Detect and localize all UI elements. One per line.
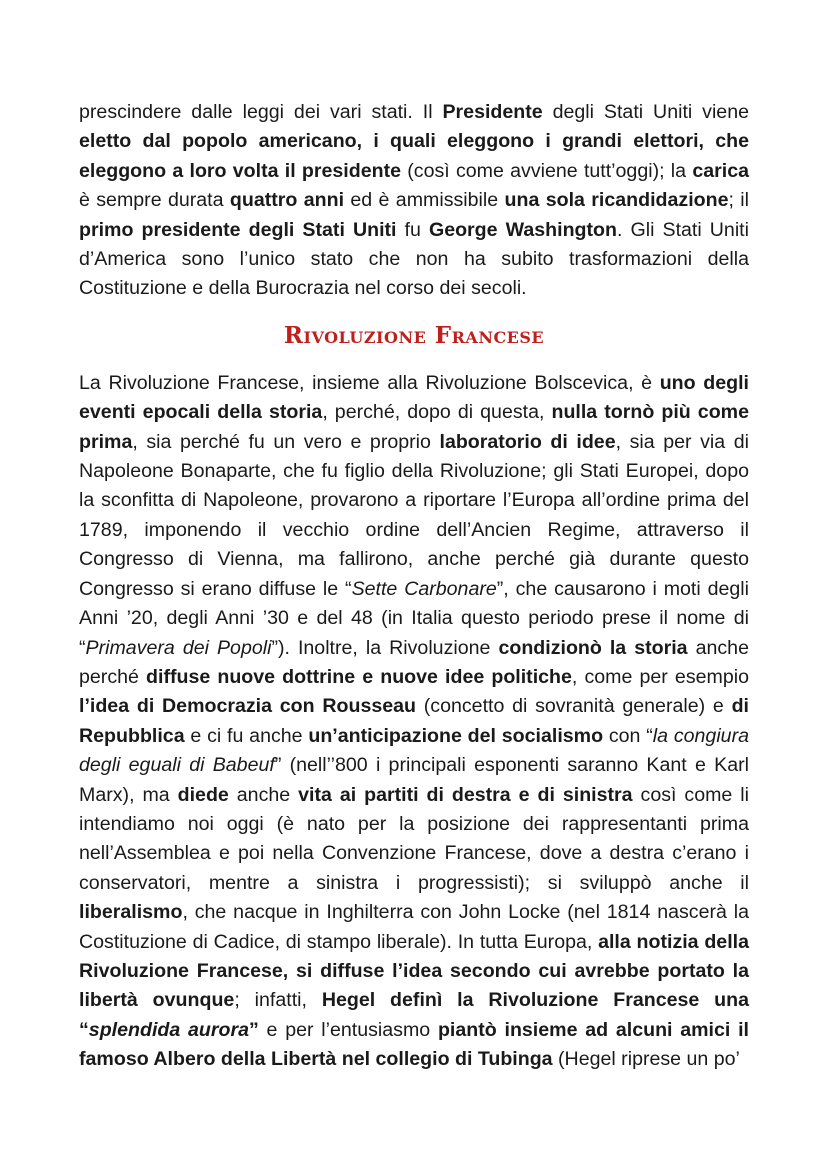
text-run: , perché, dopo di questa,	[322, 401, 552, 424]
text-run: La Rivoluzione Francese, insieme alla Rivoluzione Bolscevica, è	[79, 371, 660, 394]
text-run: anche	[228, 783, 299, 806]
bold-run: condizionò la storia	[498, 636, 688, 659]
bold-run: l’idea di Democrazia con Rousseau	[79, 695, 416, 718]
text-run: ; infatti,	[234, 989, 322, 1012]
text-run: anche perché	[79, 636, 749, 688]
bold-run: splendida aurora	[88, 1018, 249, 1041]
bold-run: di Repubblica	[79, 695, 749, 747]
text-run: , che nacque in Inghilterra con John Locke (nel 1814 nascerà la Costituzione di Cadice, di stampo liberale). In tutta Europa,	[79, 901, 749, 953]
italic-run: Primavera dei Popoli	[85, 636, 272, 659]
text-run: e ci fu anche	[184, 724, 309, 747]
bold-run: ”	[249, 1018, 259, 1041]
bold-run: diede	[177, 783, 229, 806]
text-run: , sia perché fu un vero e proprio	[132, 430, 440, 453]
italic-run: Sette Carbonare	[351, 577, 497, 600]
bold-run: Hegel definì la Rivoluzione Francese una “	[79, 989, 749, 1041]
bold-run: una sola ricandidazione	[504, 189, 729, 212]
italic-run: la congiura degli eguali di Babeuf	[79, 724, 749, 777]
paragraph-french-revolution	[79, 369, 749, 1075]
bold-run: liberalismo	[79, 901, 183, 924]
text-run: fu	[396, 218, 429, 241]
bold-run: primo presidente degli Stati Uniti	[79, 218, 397, 241]
text-run: (Hegel riprese un po’	[552, 1048, 740, 1071]
text-run: ”). Inoltre, la Rivoluzione	[271, 636, 499, 659]
bold-run: eletto dal popolo americano, i quali eleggono i grandi elettori, che eleggono a loro volta il presidente	[79, 130, 749, 182]
text-run: , come per esempio	[571, 665, 749, 688]
text-run: prescindere dalle leggi dei vari stati. Il	[79, 101, 443, 123]
bold-run: alla notizia della Rivoluzione Francese, si diffuse l’idea secondo cui avrebbe portato la libertà ovunque	[79, 930, 749, 1012]
text-run: (concetto di sovranità generale) e	[416, 695, 732, 718]
bold-run: George Washington	[428, 218, 617, 241]
text-run: ed è ammissibile	[344, 189, 505, 212]
text-run: . Gli Stati Uniti d’America sono l’unico stato che non ha subito trasformazioni della Costituzione e della Burocrazia nel corso dei secoli.	[79, 218, 749, 300]
bold-run: carica	[692, 159, 749, 182]
bold-run: nulla tornò più come prima	[79, 401, 749, 453]
bold-run: quattro anni	[229, 189, 345, 212]
text-run: (così come avviene tutt’oggi); la	[401, 159, 693, 182]
text-run: degli Stati Uniti viene	[542, 101, 749, 123]
bold-run: vita ai partiti di destra e di sinistra	[298, 783, 633, 806]
section-heading: Rivoluzione Francese	[283, 321, 545, 349]
text-run: ”, che causarono i moti degli Anni ’20, degli Anni ’30 e del 48 (in Italia questo periodo prese il nome di “	[79, 577, 750, 659]
bold-run: Presidente	[442, 101, 543, 123]
text-run: è sempre durata	[79, 189, 230, 212]
text-run: e per l’entusiasmo	[258, 1018, 438, 1041]
text-run: con “	[603, 724, 653, 747]
bold-run: un’anticipazione del socialismo	[308, 724, 604, 747]
bold-run: piantò insieme ad alcuni amici il famoso Albero della Libertà nel collegio di Tubinga	[79, 1018, 749, 1071]
text-run: ” (nell’’800 i principali esponenti saranno Kant e Karl Marx), ma	[79, 754, 750, 806]
paragraph-usa-constitution	[79, 98, 749, 304]
bold-run: diffuse nuove dottrine e nuove idee politiche	[146, 665, 572, 688]
bold-run: laboratorio di idee	[439, 430, 616, 453]
document-page	[79, 98, 749, 1075]
bold-run: uno degli eventi epocali della storia	[79, 371, 749, 424]
text-run: così come li intendiamo noi oggi (è nato per la posizione dei rappresentanti prima nell’Assemblea e poi nella Convenzione Francese, dove a destra c’erano i conservatori, mentre a sinistra i progressisti); si sviluppò anche il	[79, 783, 749, 894]
text-run: ; il	[728, 189, 749, 212]
text-run: , sia per via di Napoleone Bonaparte, che fu figlio della Rivoluzione; gli Stati Europei, dopo la sconfitta di Napoleone, provarono a riportare l’Europa all’ordine prima del 1789, imponendo il vecchio ordine dell’Ancien Regime, attraverso il Congresso di Vienna, ma fallirono, anche perché già durante questo Congresso si erano diffuse le “	[79, 430, 750, 600]
